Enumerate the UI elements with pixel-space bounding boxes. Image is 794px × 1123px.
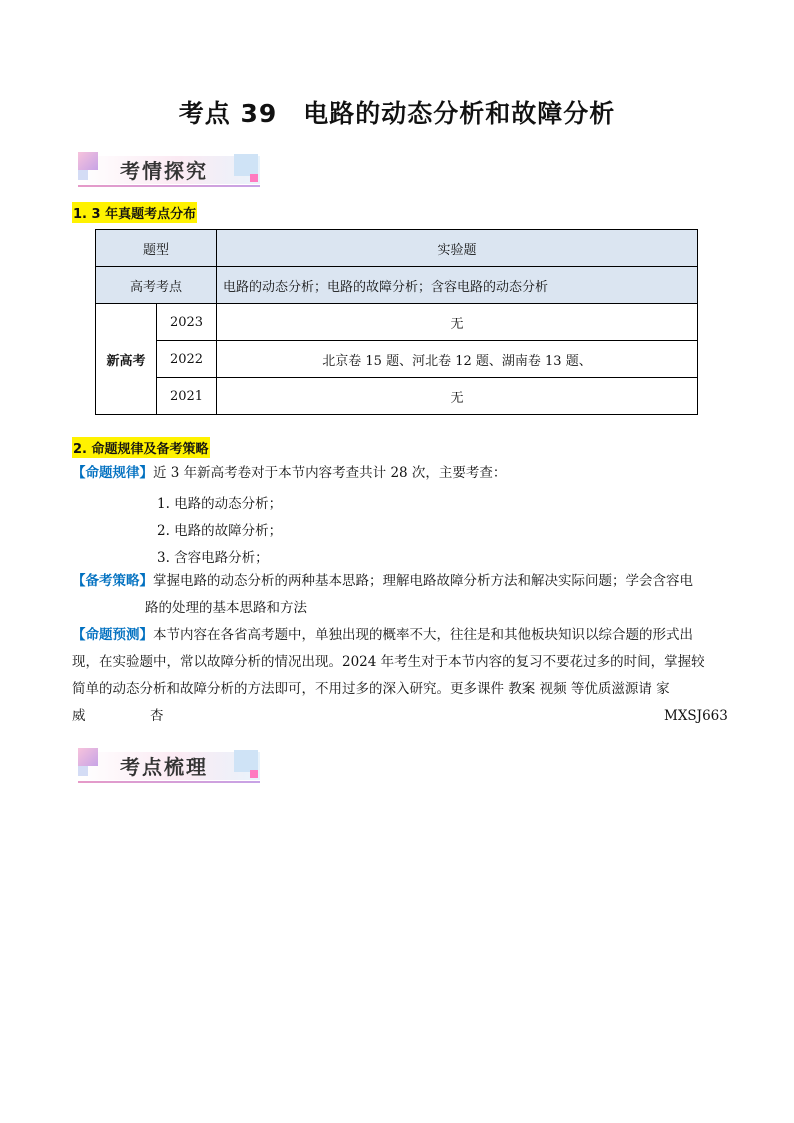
table-cell: 无 bbox=[217, 304, 698, 341]
banner-key-points bbox=[78, 748, 264, 786]
exam-distribution-table bbox=[95, 229, 698, 415]
list-item: 3. 含容电路分析； bbox=[157, 550, 269, 566]
title-text: 电路的动态分析和故障分析 bbox=[303, 99, 616, 128]
table-row bbox=[96, 341, 698, 378]
table-row bbox=[96, 267, 698, 304]
table-cell: 实验题 bbox=[217, 230, 698, 267]
table-cell: 2022 bbox=[157, 341, 217, 378]
predict-tag: 【命题预测】 bbox=[72, 627, 153, 643]
predict-text: 本节内容在各省高考题中，单独出现的概率不大，往往是和其他板块知识以综合题的形式出 bbox=[153, 627, 693, 643]
predict-line-2: 现，在实验题中，常以故障分析的情况出现。2024 年考生对于本节内容的复习不要花过多的时间，掌握较 bbox=[72, 654, 705, 670]
table-row bbox=[96, 304, 698, 341]
list-item: 2. 电路的故障分析； bbox=[157, 523, 283, 539]
table-cell: 2021 bbox=[157, 378, 217, 415]
page-title bbox=[0, 94, 794, 130]
predict-line-4a: 威 bbox=[72, 708, 86, 724]
strategy-tag: 【备考策略】 bbox=[72, 573, 153, 589]
strategy-line-2: 路的处理的基本思路和方法 bbox=[145, 600, 307, 616]
strategy-paragraph bbox=[72, 568, 693, 595]
table-cell: 高考考点 bbox=[96, 267, 217, 304]
table-cell: 题型 bbox=[96, 230, 217, 267]
section-heading-distribution: 1. 3 年真题考点分布 bbox=[72, 202, 197, 223]
section-heading-strategy: 2. 命题规律及备考策略 bbox=[72, 437, 210, 458]
rule-text: 近 3 年新高考卷对于本节内容考查共计 28 次，主要考查： bbox=[153, 465, 507, 481]
title-number: 考点 39 bbox=[178, 99, 278, 128]
banner-title: 考情探究 bbox=[120, 159, 208, 183]
predict-paragraph bbox=[72, 622, 693, 649]
banner-title: 考点梳理 bbox=[120, 755, 208, 779]
predict-line-4c: MXSJ663 bbox=[664, 708, 728, 724]
list-item: 1. 电路的动态分析； bbox=[157, 496, 283, 512]
predict-line-3: 简单的动态分析和故障分析的方法即可，不用过多的深入研究。更多课件 教案 视频 等优质滋源请 家 bbox=[72, 681, 670, 697]
table-row bbox=[96, 230, 698, 267]
table-row bbox=[96, 378, 698, 415]
table-cell: 2023 bbox=[157, 304, 217, 341]
predict-line-4b: 杏 bbox=[150, 708, 164, 724]
banner-exam-analysis bbox=[78, 152, 264, 190]
table-cell: 新高考 bbox=[96, 304, 157, 415]
table-cell: 电路的动态分析；电路的故障分析；含容电路的动态分析 bbox=[217, 267, 698, 304]
table-cell: 无 bbox=[217, 378, 698, 415]
table-cell: 北京卷 15 题、河北卷 12 题、湖南卷 13 题、 bbox=[217, 341, 698, 378]
rule-paragraph bbox=[72, 460, 506, 487]
rule-tag: 【命题规律】 bbox=[72, 465, 153, 481]
strategy-text: 掌握电路的动态分析的两种基本思路；理解电路故障分析方法和解决实际问题；学会含容电 bbox=[153, 573, 693, 589]
